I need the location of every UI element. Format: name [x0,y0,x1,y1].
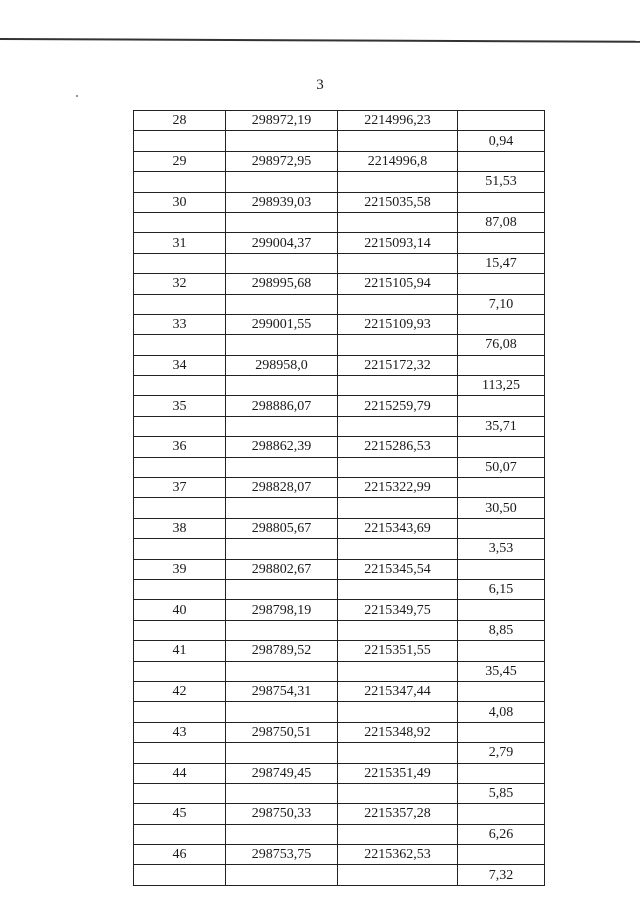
empty-cell [134,579,226,599]
y-coordinate-cell: 2215349,75 [338,600,458,620]
distance-cell: 2,79 [458,743,545,763]
empty-cell [226,253,338,273]
empty-cell [134,131,226,151]
distance-cell: 3,53 [458,539,545,559]
x-coordinate-cell: 298886,07 [226,396,338,416]
empty-cell [134,212,226,232]
x-coordinate-cell: 298862,39 [226,437,338,457]
y-coordinate-cell: 2215357,28 [338,804,458,824]
top-rule [0,38,640,43]
distance-row [134,539,545,559]
distance-row [134,416,545,436]
empty-cell [134,335,226,355]
distance-row [134,865,545,885]
x-coordinate-cell: 299001,55 [226,314,338,334]
empty-cell [226,376,338,396]
empty-cell [338,579,458,599]
x-coordinate-cell: 298972,19 [226,111,338,131]
scan-speck [76,95,78,97]
empty-cell [338,335,458,355]
point-number-cell: 44 [134,763,226,783]
empty-cell [458,641,545,661]
x-coordinate-cell: 298828,07 [226,478,338,498]
y-coordinate-cell: 2215347,44 [338,681,458,701]
empty-cell [226,335,338,355]
y-coordinate-cell: 2214996,23 [338,111,458,131]
empty-cell [338,498,458,518]
point-row [134,763,545,783]
distance-cell: 0,94 [458,131,545,151]
distance-cell: 5,85 [458,783,545,803]
empty-cell [226,824,338,844]
distance-row [134,783,545,803]
x-coordinate-cell: 298958,0 [226,355,338,375]
x-coordinate-cell: 298802,67 [226,559,338,579]
empty-cell [458,478,545,498]
point-row [134,192,545,212]
x-coordinate-cell: 298939,03 [226,192,338,212]
y-coordinate-cell: 2215345,54 [338,559,458,579]
y-coordinate-cell: 2215093,14 [338,233,458,253]
page-number: 3 [316,77,324,93]
distance-cell: 7,10 [458,294,545,314]
distance-row [134,212,545,232]
empty-cell [134,253,226,273]
x-coordinate-cell: 298749,45 [226,763,338,783]
point-number-cell: 43 [134,722,226,742]
point-row [134,111,545,131]
y-coordinate-cell: 2215259,79 [338,396,458,416]
empty-cell [134,539,226,559]
empty-cell [134,824,226,844]
distance-row [134,294,545,314]
x-coordinate-cell: 298789,52 [226,641,338,661]
empty-cell [134,376,226,396]
distance-cell: 15,47 [458,253,545,273]
distance-row [134,824,545,844]
point-row [134,681,545,701]
y-coordinate-cell: 2215109,93 [338,314,458,334]
empty-cell [338,783,458,803]
empty-cell [134,743,226,763]
point-number-cell: 37 [134,478,226,498]
empty-cell [226,539,338,559]
empty-cell [458,722,545,742]
empty-cell [134,702,226,722]
empty-cell [338,457,458,477]
point-row [134,722,545,742]
empty-cell [338,743,458,763]
empty-cell [226,783,338,803]
point-row [134,396,545,416]
empty-cell [458,518,545,538]
empty-cell [338,702,458,722]
point-row [134,641,545,661]
empty-cell [338,865,458,885]
empty-cell [134,783,226,803]
point-row [134,355,545,375]
empty-cell [226,416,338,436]
empty-cell [134,865,226,885]
point-row [134,845,545,865]
empty-cell [458,111,545,131]
distance-cell: 30,50 [458,498,545,518]
point-number-cell: 29 [134,151,226,171]
point-number-cell: 28 [134,111,226,131]
empty-cell [458,274,545,294]
point-number-cell: 45 [134,804,226,824]
empty-cell [338,131,458,151]
empty-cell [226,457,338,477]
point-number-cell: 46 [134,845,226,865]
empty-cell [458,763,545,783]
empty-cell [226,865,338,885]
distance-row [134,743,545,763]
point-row [134,518,545,538]
empty-cell [134,457,226,477]
point-number-cell: 38 [134,518,226,538]
y-coordinate-cell: 2215351,55 [338,641,458,661]
y-coordinate-cell: 2215105,94 [338,274,458,294]
distance-row [134,376,545,396]
empty-cell [338,212,458,232]
point-row [134,314,545,334]
distance-row [134,131,545,151]
empty-cell [134,661,226,681]
empty-cell [226,212,338,232]
empty-cell [134,416,226,436]
point-row [134,559,545,579]
x-coordinate-cell: 298750,51 [226,722,338,742]
empty-cell [338,539,458,559]
point-number-cell: 40 [134,600,226,620]
distance-cell: 113,25 [458,376,545,396]
empty-cell [338,620,458,640]
distance-cell: 7,32 [458,865,545,885]
point-number-cell: 30 [134,192,226,212]
point-row [134,233,545,253]
empty-cell [134,294,226,314]
empty-cell [458,355,545,375]
empty-cell [134,620,226,640]
y-coordinate-cell: 2215322,99 [338,478,458,498]
empty-cell [338,416,458,436]
empty-cell [458,559,545,579]
empty-cell [338,661,458,681]
empty-cell [226,620,338,640]
point-number-cell: 42 [134,681,226,701]
empty-cell [226,498,338,518]
empty-cell [226,702,338,722]
empty-cell [226,172,338,192]
empty-cell [458,151,545,171]
y-coordinate-cell: 2215348,92 [338,722,458,742]
empty-cell [226,294,338,314]
y-coordinate-cell: 2215035,58 [338,192,458,212]
empty-cell [458,681,545,701]
empty-cell [134,172,226,192]
distance-cell: 4,08 [458,702,545,722]
point-number-cell: 34 [134,355,226,375]
x-coordinate-cell: 298805,67 [226,518,338,538]
empty-cell [458,437,545,457]
y-coordinate-cell: 2215351,49 [338,763,458,783]
empty-cell [458,233,545,253]
x-coordinate-cell: 298972,95 [226,151,338,171]
point-row [134,437,545,457]
distance-cell: 6,26 [458,824,545,844]
distance-cell: 35,71 [458,416,545,436]
distance-row [134,498,545,518]
point-number-cell: 35 [134,396,226,416]
distance-row [134,335,545,355]
distance-cell: 8,85 [458,620,545,640]
x-coordinate-cell: 298995,68 [226,274,338,294]
empty-cell [226,131,338,151]
point-number-cell: 41 [134,641,226,661]
distance-cell: 51,53 [458,172,545,192]
empty-cell [458,600,545,620]
y-coordinate-cell: 2215362,53 [338,845,458,865]
empty-cell [338,376,458,396]
point-row [134,151,545,171]
distance-cell: 6,15 [458,579,545,599]
distance-cell: 76,08 [458,335,545,355]
empty-cell [338,172,458,192]
empty-cell [458,192,545,212]
y-coordinate-cell: 2215343,69 [338,518,458,538]
distance-cell: 35,45 [458,661,545,681]
x-coordinate-cell: 299004,37 [226,233,338,253]
distance-row [134,579,545,599]
x-coordinate-cell: 298754,31 [226,681,338,701]
point-number-cell: 39 [134,559,226,579]
y-coordinate-cell: 2215172,32 [338,355,458,375]
distance-row [134,172,545,192]
point-row [134,804,545,824]
distance-row [134,253,545,273]
x-coordinate-cell: 298753,75 [226,845,338,865]
y-coordinate-cell: 2214996,8 [338,151,458,171]
empty-cell [458,396,545,416]
point-number-cell: 31 [134,233,226,253]
y-coordinate-cell: 2215286,53 [338,437,458,457]
point-number-cell: 33 [134,314,226,334]
empty-cell [338,253,458,273]
empty-cell [226,661,338,681]
empty-cell [338,294,458,314]
distance-row [134,702,545,722]
empty-cell [134,498,226,518]
empty-cell [226,579,338,599]
distance-row [134,661,545,681]
empty-cell [338,824,458,844]
distance-cell: 50,07 [458,457,545,477]
point-row [134,478,545,498]
x-coordinate-cell: 298750,33 [226,804,338,824]
point-row [134,600,545,620]
coordinates-table [133,110,545,886]
point-number-cell: 32 [134,274,226,294]
distance-row [134,620,545,640]
empty-cell [226,743,338,763]
empty-cell [458,314,545,334]
coordinates-table-body [134,111,545,886]
x-coordinate-cell: 298798,19 [226,600,338,620]
distance-row [134,457,545,477]
empty-cell [458,804,545,824]
empty-cell [458,845,545,865]
point-row [134,274,545,294]
point-number-cell: 36 [134,437,226,457]
distance-cell: 87,08 [458,212,545,232]
